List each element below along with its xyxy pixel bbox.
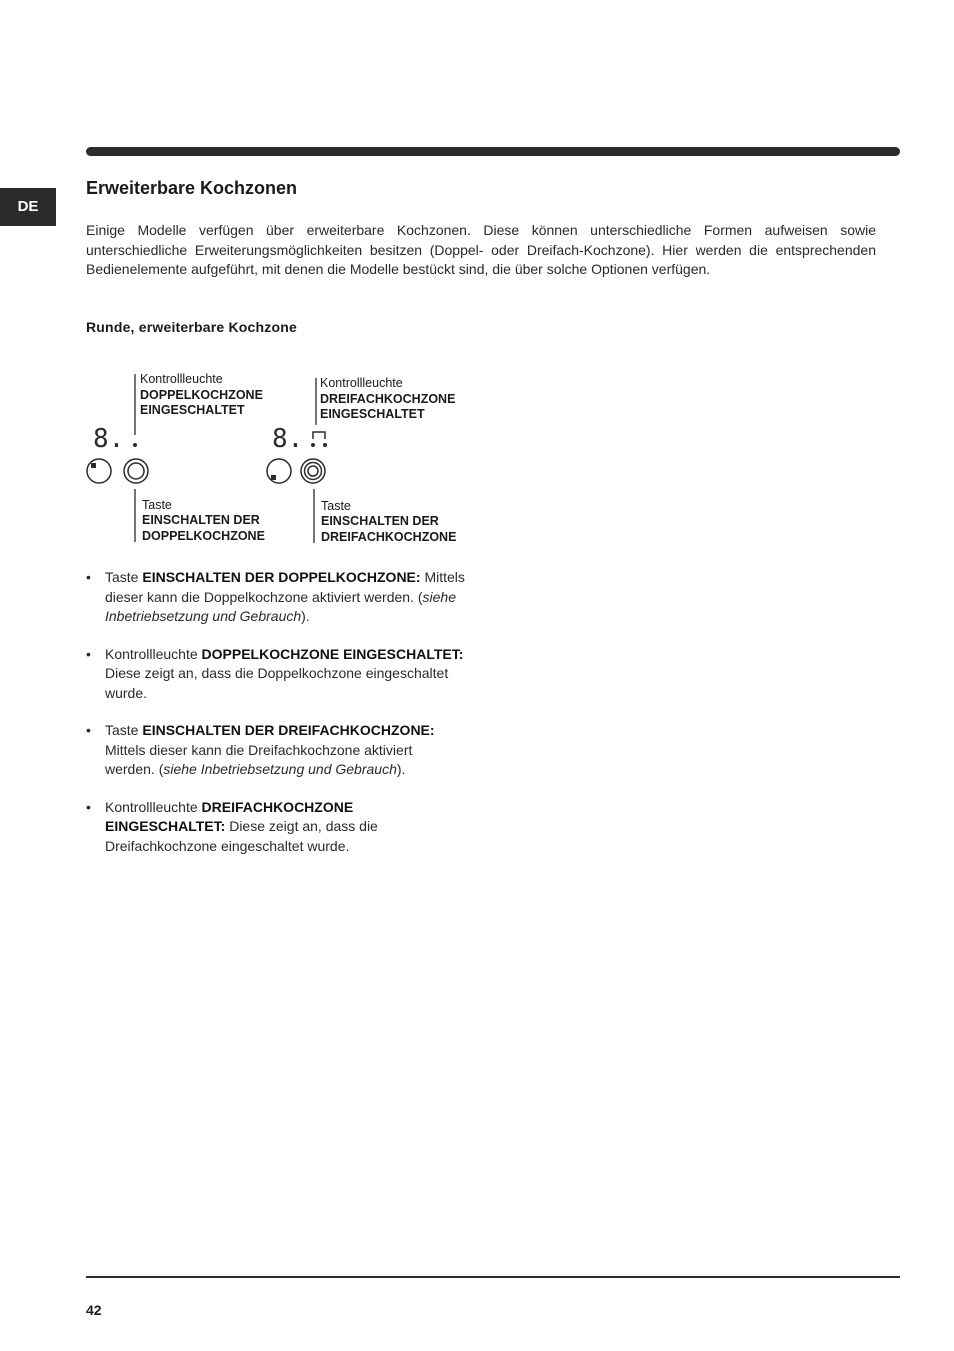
label-top-right-2: DREIFACHKOCHZONE — [320, 392, 456, 406]
zone-button-right[interactable] — [267, 459, 291, 483]
bullet-icon: • — [86, 569, 91, 585]
bullet-icon: • — [86, 722, 91, 738]
label-bottom-left-2: EINSCHALTEN DER — [142, 513, 260, 527]
triple-zone-button[interactable] — [301, 459, 325, 483]
label-bottom-right-1: Taste — [321, 499, 351, 513]
triple-indicator-bracket — [313, 432, 325, 439]
bullet-text: Mittels dieser kann die Doppelkochzone aktiviert werden. ( — [105, 569, 465, 605]
bullet-suffix: ). — [396, 761, 406, 777]
label-bottom-right-2: EINSCHALTEN DER — [321, 514, 439, 528]
indicator-dot-double — [133, 443, 137, 447]
display-digit-left: 8. — [93, 424, 125, 454]
subsection-title: Runde, erweiterbare Kochzone — [86, 319, 297, 335]
indicator-dot-triple-2 — [323, 443, 327, 447]
control-panel-diagram — [80, 365, 480, 555]
label-bottom-right-3: DREIFACHKOCHZONE — [321, 530, 457, 544]
bullet-text: Diese zeigt an, dass die Doppelkochzone eingeschaltet wurde. — [105, 665, 449, 701]
page-number: 42 — [86, 1302, 102, 1318]
label-bottom-left-3: DOPPELKOCHZONE — [142, 529, 265, 543]
bullet-prefix: Kontrollleuchte — [105, 645, 202, 662]
bullet-term: EINSCHALTEN DER DREIFACHKOCHZONE: — [142, 722, 435, 738]
zone-button-left[interactable] — [87, 459, 111, 483]
label-top-right-3: EINGESCHALTET — [320, 407, 425, 421]
list-item — [86, 721, 466, 780]
list-item — [86, 645, 466, 704]
footer-rule — [86, 1276, 900, 1278]
bullet-reference: siehe Inbetriebsetzung und Gebrauch — [105, 588, 456, 624]
bullet-term: DOPPELKOCHZONE EINGESCHALTET: — [201, 645, 464, 662]
label-top-right-1: Kontrollleuchte — [320, 376, 403, 390]
bullet-suffix: ). — [301, 608, 310, 624]
bullet-text: Diese zeigt an, dass die Dreifachkochzone eingeschaltet wurde. — [105, 818, 378, 854]
indicator-dot-triple-1 — [311, 443, 315, 447]
section-title: Erweiterbare Kochzonen — [86, 178, 298, 198]
label-top-left-3: EINGESCHALTET — [140, 403, 245, 417]
language-tab: DE — [0, 188, 56, 226]
list-item — [86, 568, 466, 627]
label-bottom-left-1: Taste — [142, 498, 172, 512]
display-digit-right: 8. — [272, 424, 304, 454]
intro-paragraph: Einige Modelle verfügen über erweiterbare Kochzonen. Diese können unterschiedliche Formen aufweisen sowie unterschiedliche Erweiterungsmöglichkeiten besitzen (Doppel- oder Dreifach-Kochzone). Hier werden die entsprechenden Bedienelemente aufgeführt, mit denen die Modelle bestückt sind, die über solche Optionen verfügen. — [86, 222, 876, 277]
bullet-prefix: Kontrollleuchte — [105, 798, 202, 815]
bullet-list — [86, 568, 466, 874]
label-top-left-2: DOPPELKOCHZONE — [140, 388, 263, 402]
bullet-text: Mittels dieser kann die Dreifachkochzone aktiviert werden. ( — [105, 741, 413, 777]
bullet-reference: siehe Inbetriebsetzung und Gebrauch — [163, 761, 397, 777]
header-rule — [86, 147, 900, 156]
bullet-icon: • — [86, 798, 91, 815]
double-zone-button[interactable] — [124, 459, 148, 483]
bullet-prefix: Taste — [105, 722, 143, 738]
list-item — [86, 798, 466, 857]
label-top-left-1: Kontrollleuchte — [140, 372, 223, 386]
bullet-prefix: Taste — [105, 569, 143, 585]
bullet-term: DREIFACHKOCHZONE EINGESCHALTET: — [105, 798, 354, 834]
bullet-term: EINSCHALTEN DER DOPPELKOCHZONE: — [142, 569, 421, 585]
bullet-icon: • — [86, 645, 91, 662]
